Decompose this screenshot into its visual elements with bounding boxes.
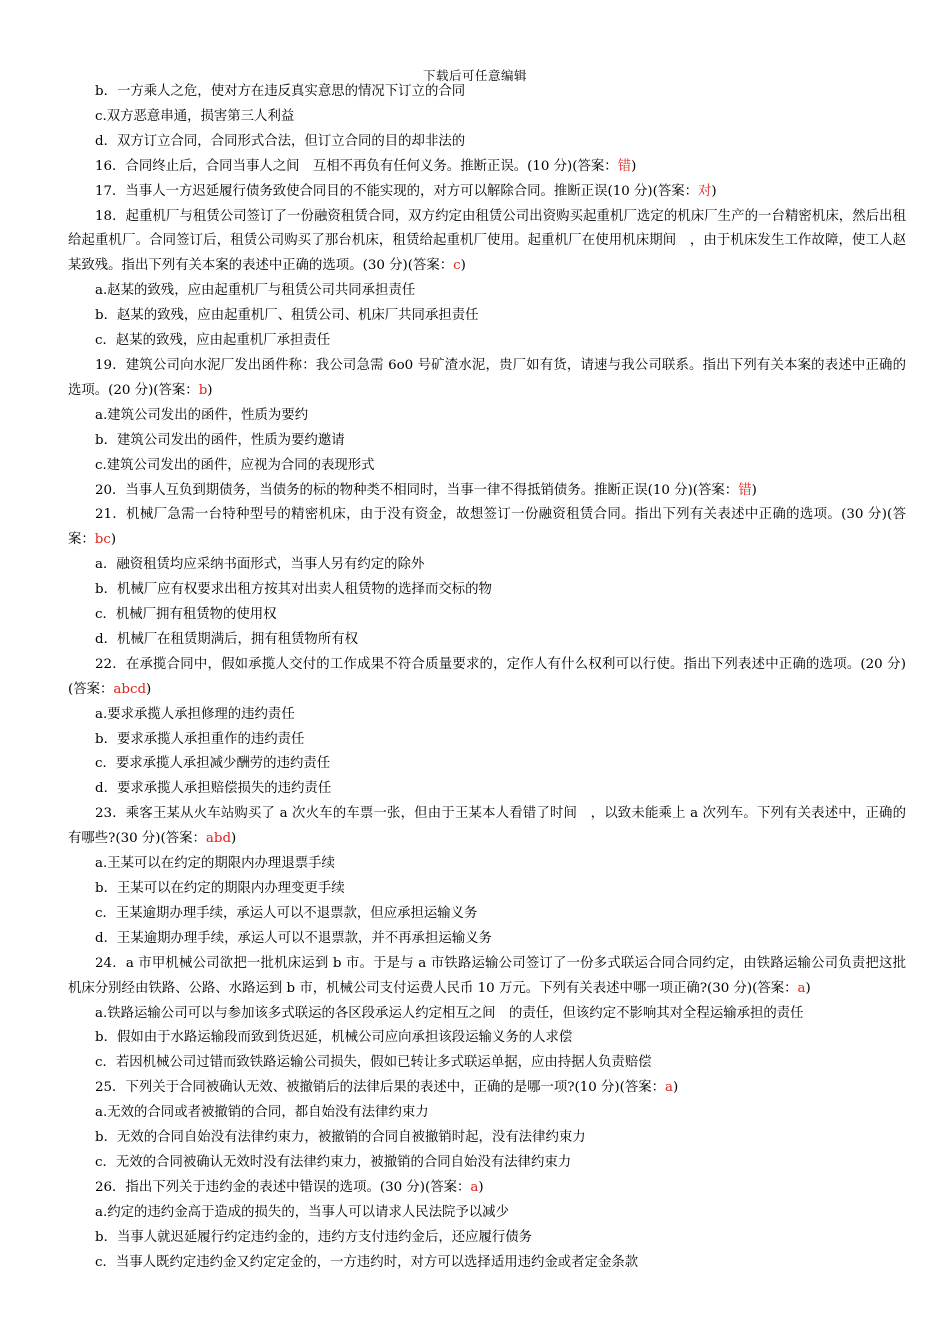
line-text: b．一方乘人之危，使对方在违反真实意思的情况下订立的合同 (95, 84, 466, 99)
option-line (68, 1201, 906, 1226)
answer-key: bc (94, 532, 111, 548)
option-line (68, 105, 906, 130)
option-line (68, 1002, 906, 1027)
answer-key: b (198, 382, 208, 398)
option-line (68, 603, 906, 628)
line-text: 23．乘客王某从火车站购买了 a 次火车的车票一张，但由于王某本人看错了时间 ，以致未能乘上 a 次列车。下列有关表述中，正确的有哪些?(30 分)(答案： (68, 806, 906, 847)
closing-paren: ) (478, 1179, 484, 1195)
closing-paren: ) (231, 831, 237, 847)
closing-paren: ) (673, 1080, 679, 1096)
line-text: 17．当事人一方迟延履行债务致使合同目的不能实现的，对方可以解除合同。推断正误(10 分)(答案： (95, 183, 699, 199)
line-text: d．王某逾期办理手续，承运人可以不退票款，并不再承担运输义务 (95, 930, 492, 946)
closing-paren: ) (631, 158, 637, 174)
line-text: 22．在承揽合同中，假如承揽人交付的工作成果不符合质量要求的，定作人有什么权利可以行使。指出下列表述中正确的选项。(20 分)(答案： (68, 656, 906, 697)
question-line (68, 180, 906, 205)
line-text: b．建筑公司发出的函件，性质为要约邀请 (95, 432, 345, 448)
line-text: 20．当事人互负到期债务，当债务的标的物种类不相同时，当事一律不得抵销债务。推断正误(10 分)(答案： (95, 482, 739, 498)
line-text: d．机械厂在租赁期满后，拥有租赁物所有权 (95, 631, 358, 647)
option-line (68, 927, 906, 952)
closing-paren: ) (805, 980, 811, 996)
option-line (68, 329, 906, 354)
closing-paren: ) (110, 532, 117, 548)
option-line (68, 1051, 906, 1076)
option-line (68, 1251, 906, 1276)
line-text: c．要求承揽人承担减少酬劳的违约责任 (95, 756, 331, 772)
answer-key: a (797, 980, 806, 996)
answer-key: a (665, 1080, 674, 1096)
line-text: a.赵某的致残，应由起重机厂与租赁公司共同承担责任 (95, 283, 416, 299)
question-line (68, 479, 906, 504)
option-line (68, 852, 906, 877)
line-text: c．当事人既约定违约金又约定定金的，一方违约时，对方可以选择适用违约金或者定金条款 (95, 1254, 639, 1270)
line-text: a.约定的违约金高于造成的损失的，当事人可以请求人民法院予以减少 (95, 1204, 509, 1220)
option-line (68, 454, 906, 479)
answer-key: 错 (738, 482, 752, 498)
line-text: a.要求承揽人承担修理的违约责任 (95, 706, 295, 722)
option-line (68, 628, 906, 653)
line-text: c.建筑公司发出的函件，应视为合同的表现形式 (95, 457, 375, 473)
line-text: 24．a 市甲机械公司欲把一批机床运到 b 市。于是与 a 市铁路运输公司签订了一份多式联运合同合同约定，由铁路运输公司负责把这批机床分别经由铁路、公路、水路运到 b 市，机械公司支付运费人民币 10 万元。下列有关表述中哪一项正确?(30 分)(答案： (68, 955, 906, 996)
line-text: c．若因机械公司过错而致铁路运输公司损失，假如已转让多式联运单据，应由持据人负责赔偿 (95, 1055, 652, 1071)
line-text: a.建筑公司发出的函件，性质为要约 (95, 407, 309, 423)
option-line (68, 578, 906, 603)
line-text: c．王某逾期办理手续，承运人可以不退票款，但应承担运输义务 (95, 905, 478, 921)
line-text: 21．机械厂急需一台特种型号的精密机床，由于没有资金，故想签订一份融资租赁合同。指出下列有关表述中正确的选项。(30 分)(答案： (68, 507, 906, 548)
answer-key: 对 (698, 183, 712, 199)
line-text: b．要求承揽人承担重作的违约责任 (95, 731, 305, 747)
question-line (68, 1176, 906, 1201)
line-text: b．王某可以在约定的期限内办理变更手续 (95, 881, 345, 896)
option-line (68, 703, 906, 728)
line-text: a.铁路运输公司可以与参加该多式联运的各区段承运人约定相互之间 的责任，但该约定不影响其对全程运输承担的责任 (95, 1005, 804, 1021)
line-text: a.王某可以在约定的期限内办理退票手续 (95, 856, 335, 872)
answer-key: abcd (113, 681, 147, 697)
page-header: 下载后可任意编辑 (422, 68, 527, 83)
question-line (68, 503, 906, 553)
closing-paren: ) (711, 183, 717, 199)
answer-key: a (470, 1179, 479, 1195)
closing-paren: ) (146, 681, 152, 697)
option-line (68, 553, 906, 578)
option-line (68, 279, 906, 304)
answer-key: c (453, 258, 461, 274)
line-text: c．机械厂拥有租赁物的使用权 (95, 607, 277, 623)
question-line (68, 802, 906, 852)
option-line (68, 1026, 906, 1051)
option-line (68, 404, 906, 429)
closing-paren: ) (207, 382, 213, 398)
option-line (68, 1226, 906, 1251)
answer-key: 错 (617, 158, 632, 174)
question-line (68, 1076, 906, 1101)
option-line (68, 80, 906, 105)
line-text: b．当事人就迟延履行约定违约金的，违约方支付违约金后，还应履行债务 (95, 1229, 533, 1245)
closing-paren: ) (751, 482, 757, 498)
option-line (68, 130, 906, 155)
line-text: d．要求承揽人承担赔偿损失的违约责任 (95, 781, 332, 797)
option-line (68, 304, 906, 329)
line-text: b．机械厂应有权要求出租方按其对出卖人租赁物的选择而交标的物 (95, 582, 492, 598)
option-line (68, 728, 906, 753)
line-text: c．赵某的致残，应由起重机厂承担责任 (95, 333, 331, 349)
question-line (68, 205, 906, 280)
line-text: b．赵某的致残，应由起重机厂、租赁公司、机床厂共同承担责任 (95, 308, 479, 324)
answer-key: abd (205, 831, 232, 847)
document-body (68, 80, 906, 1276)
line-text: b．假如由于水路运输段而致到货迟延，机械公司应向承担该段运输义务的人求偿 (95, 1030, 573, 1046)
question-line (68, 653, 906, 703)
line-text: 19．建筑公司向水泥厂发出函件称：我公司急需 6o0 号矿渣水泥，贵厂如有货，请速与我公司联系。指出下列有关本案的表述中正确的选项。(20 分)(答案： (68, 357, 906, 398)
question-line (68, 354, 906, 404)
line-text: a.无效的合同或者被撤销的合同，都自始没有法律约束力 (95, 1105, 429, 1121)
line-text: d．双方订立合同，合同形式合法，但订立合同的目的却非法的 (95, 133, 466, 149)
option-line (68, 752, 906, 777)
line-text: 18．起重机厂与租赁公司签订了一份融资租赁合同，双方约定由租赁公司出资购买起重机厂选定的机床厂生产的一台精密机床，然后出租给起重机厂。合同签订后，租赁公司购买了那台机床，租赁给起重机厂使用。起重机厂在使用机床期间 ，由于机床发生工作故障，使工人赵某致残。指出下列有关本案的表述中正确的选项。(30 分)(答案： (68, 208, 906, 274)
line-text: 16．合同终止后，合同当事人之间 互相不再负有任何义务。推断正误。(10 分)(答案： (95, 158, 618, 174)
question-line (68, 952, 906, 1002)
question-line (68, 155, 906, 180)
option-line (68, 877, 906, 902)
option-line (68, 777, 906, 802)
option-line (68, 1101, 906, 1126)
line-text: 26．指出下列关于违约金的表述中错误的选项。(30 分)(答案： (95, 1179, 471, 1195)
line-text: b．无效的合同自始没有法律约束力，被撤销的合同自被撤销时起，没有法律约束力 (95, 1130, 586, 1146)
option-line (68, 1151, 906, 1176)
line-text: c.双方恶意串通，损害第三人利益 (95, 108, 295, 124)
option-line (68, 429, 906, 454)
line-text: a．融资租赁均应采纳书面形式，当事人另有约定的除外 (95, 557, 425, 573)
option-line (68, 1126, 906, 1151)
option-line (68, 902, 906, 927)
closing-paren: ) (460, 258, 466, 274)
line-text: 25．下列关于合同被确认无效、被撤销后的法律后果的表述中，正确的是哪一项?(10 分)(答案： (95, 1080, 666, 1096)
line-text: c．无效的合同被确认无效时没有法律约束力，被撤销的合同自始没有法律约束力 (95, 1154, 572, 1170)
